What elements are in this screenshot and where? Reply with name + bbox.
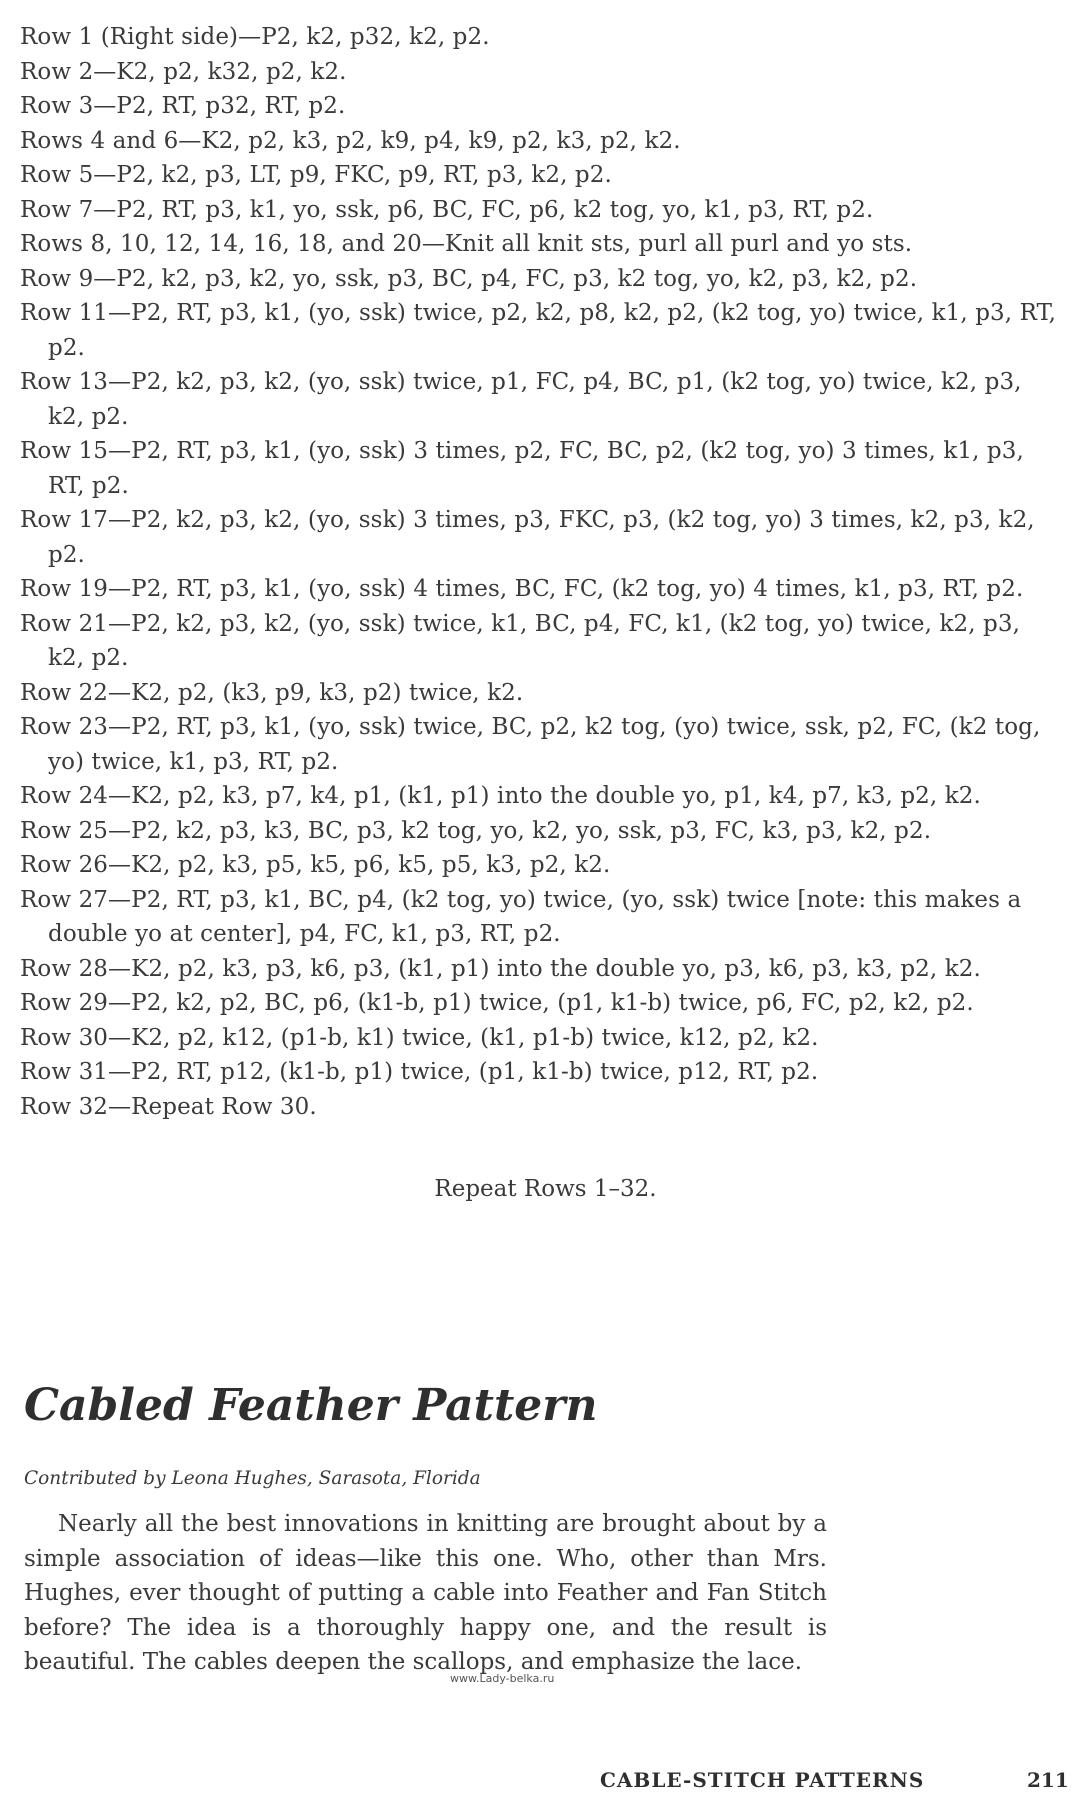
intro-paragraph: Nearly all the best innovations in knitting are brought about by a simple association of ideas—like this one. Who, other than Mrs. Hughes, ever thought of putting a cable into Feather and Fan Stitch before? The idea is a thoroughly happy one, and the result is beautiful. The cables deepen the scallops, and emphasize the lace. xyxy=(24,1511,827,1675)
pattern-row-25: Row 25—P2, k2, p3, k3, BC, p3, k2 tog, yo, k2, yo, ssk, p3, FC, k3, p3, k2, p2. xyxy=(20,817,932,844)
pattern-row-2: Row 2—K2, p2, k32, p2, k2. xyxy=(20,58,347,85)
section-title: Cabled Feather Pattern xyxy=(24,1380,598,1431)
pattern-row-23: Row 23—P2, RT, p3, k1, (yo, ssk) twice, BC, p2, k2 tog, (yo) twice, ssk, p2, FC, (k2 tog, yo) twice, k1, p3, RT, p2. xyxy=(20,714,1041,775)
pattern-rows-even: Rows 8, 10, 12, 14, 16, 18, and 20—Knit all knit sts, purl all purl and yo sts. xyxy=(20,231,913,257)
pattern-row-15: Row 15—P2, RT, p3, k1, (yo, ssk) 3 times, p2, FC, BC, p2, (k2 tog, yo) 3 times, k1, p3, RT, p2. xyxy=(20,438,1024,499)
pattern-rows xyxy=(20,20,1060,1124)
pattern-row-22: Row 22—K2, p2, (k3, p9, k3, p2) twice, k2. xyxy=(20,679,524,706)
pattern-row-26: Row 26—K2, p2, k3, p5, k5, p6, k5, p5, k3, p2, k2. xyxy=(20,852,611,878)
pattern-row-21: Row 21—P2, k2, p3, k2, (yo, ssk) twice, k1, BC, p4, FC, k1, (k2 tog, yo) twice, k2, p3, k2, p2. xyxy=(20,610,1021,671)
pattern-row-29: Row 29—P2, k2, p2, BC, p6, (k1-b, p1) twice, (p1, k1-b) twice, p6, FC, p2, k2, p2. xyxy=(20,990,974,1016)
pattern-row-9: Row 9—P2, k2, p3, k2, yo, ssk, p3, BC, p4, FC, p3, k2 tog, yo, k2, p3, k2, p2. xyxy=(20,265,918,292)
pattern-row-5: Row 5—P2, k2, p3, LT, p9, FKC, p9, RT, p3, k2, p2. xyxy=(20,162,612,188)
pattern-row-27: Row 27—P2, RT, p3, k1, BC, p4, (k2 tog, yo) twice, (yo, ssk) twice [note: this makes a double yo at center], p4, FC, k1, p3, RT, p2. xyxy=(20,886,1022,947)
pattern-row-24: Row 24—K2, p2, k3, p7, k4, p1, (k1, p1) into the double yo, p1, k4, p7, k3, p2, k2. xyxy=(20,783,981,809)
page-number: 211 xyxy=(1027,1768,1069,1792)
pattern-row-13: Row 13—P2, k2, p3, k2, (yo, ssk) twice, p1, FC, p4, BC, p1, (k2 tog, yo) twice, k2, p3, k2, p2. xyxy=(20,369,1022,430)
contributor-credit: Contributed by Leona Hughes, Sarasota, Florida xyxy=(24,1468,481,1489)
pattern-row-31: Row 31—P2, RT, p12, (k1-b, p1) twice, (p1, k1-b) twice, p12, RT, p2. xyxy=(20,1059,819,1085)
repeat-note: Repeat Rows 1–32. xyxy=(434,1176,657,1202)
running-footer-section: CABLE-STITCH PATTERNS xyxy=(600,1768,925,1792)
pattern-row-1: Row 1 (Right side)—P2, k2, p32, k2, p2. xyxy=(20,24,490,50)
pattern-row-11: Row 11—P2, RT, p3, k1, (yo, ssk) twice, p2, k2, p8, k2, p2, (k2 tog, yo) twice, k1, p3, RT, p2. xyxy=(20,300,1057,361)
pattern-row-19: Row 19—P2, RT, p3, k1, (yo, ssk) 4 times, BC, FC, (k2 tog, yo) 4 times, k1, p3, RT, p2. xyxy=(20,576,1024,602)
pattern-row-30: Row 30—K2, p2, k12, (p1-b, k1) twice, (k1, p1-b) twice, k12, p2, k2. xyxy=(20,1024,819,1051)
pattern-row-7: Row 7—P2, RT, p3, k1, yo, ssk, p6, BC, FC, p6, k2 tog, yo, k1, p3, RT, p2. xyxy=(20,196,874,223)
pattern-row-3: Row 3—P2, RT, p32, RT, p2. xyxy=(20,93,346,119)
pattern-row-17: Row 17—P2, k2, p3, k2, (yo, ssk) 3 times, p3, FKC, p3, (k2 tog, yo) 3 times, k2, p3, k2, p2. xyxy=(20,507,1035,568)
watermark-url: www.Lady-belka.ru xyxy=(450,1672,555,1685)
pattern-row-32: Row 32—Repeat Row 30. xyxy=(20,1093,317,1120)
pattern-row-28: Row 28—K2, p2, k3, p3, k6, p3, (k1, p1) into the double yo, p3, k6, p3, k3, p2, k2. xyxy=(20,955,981,982)
pattern-rows-4-and-6: Rows 4 and 6—K2, p2, k3, p2, k9, p4, k9, p2, k3, p2, k2. xyxy=(20,127,681,154)
